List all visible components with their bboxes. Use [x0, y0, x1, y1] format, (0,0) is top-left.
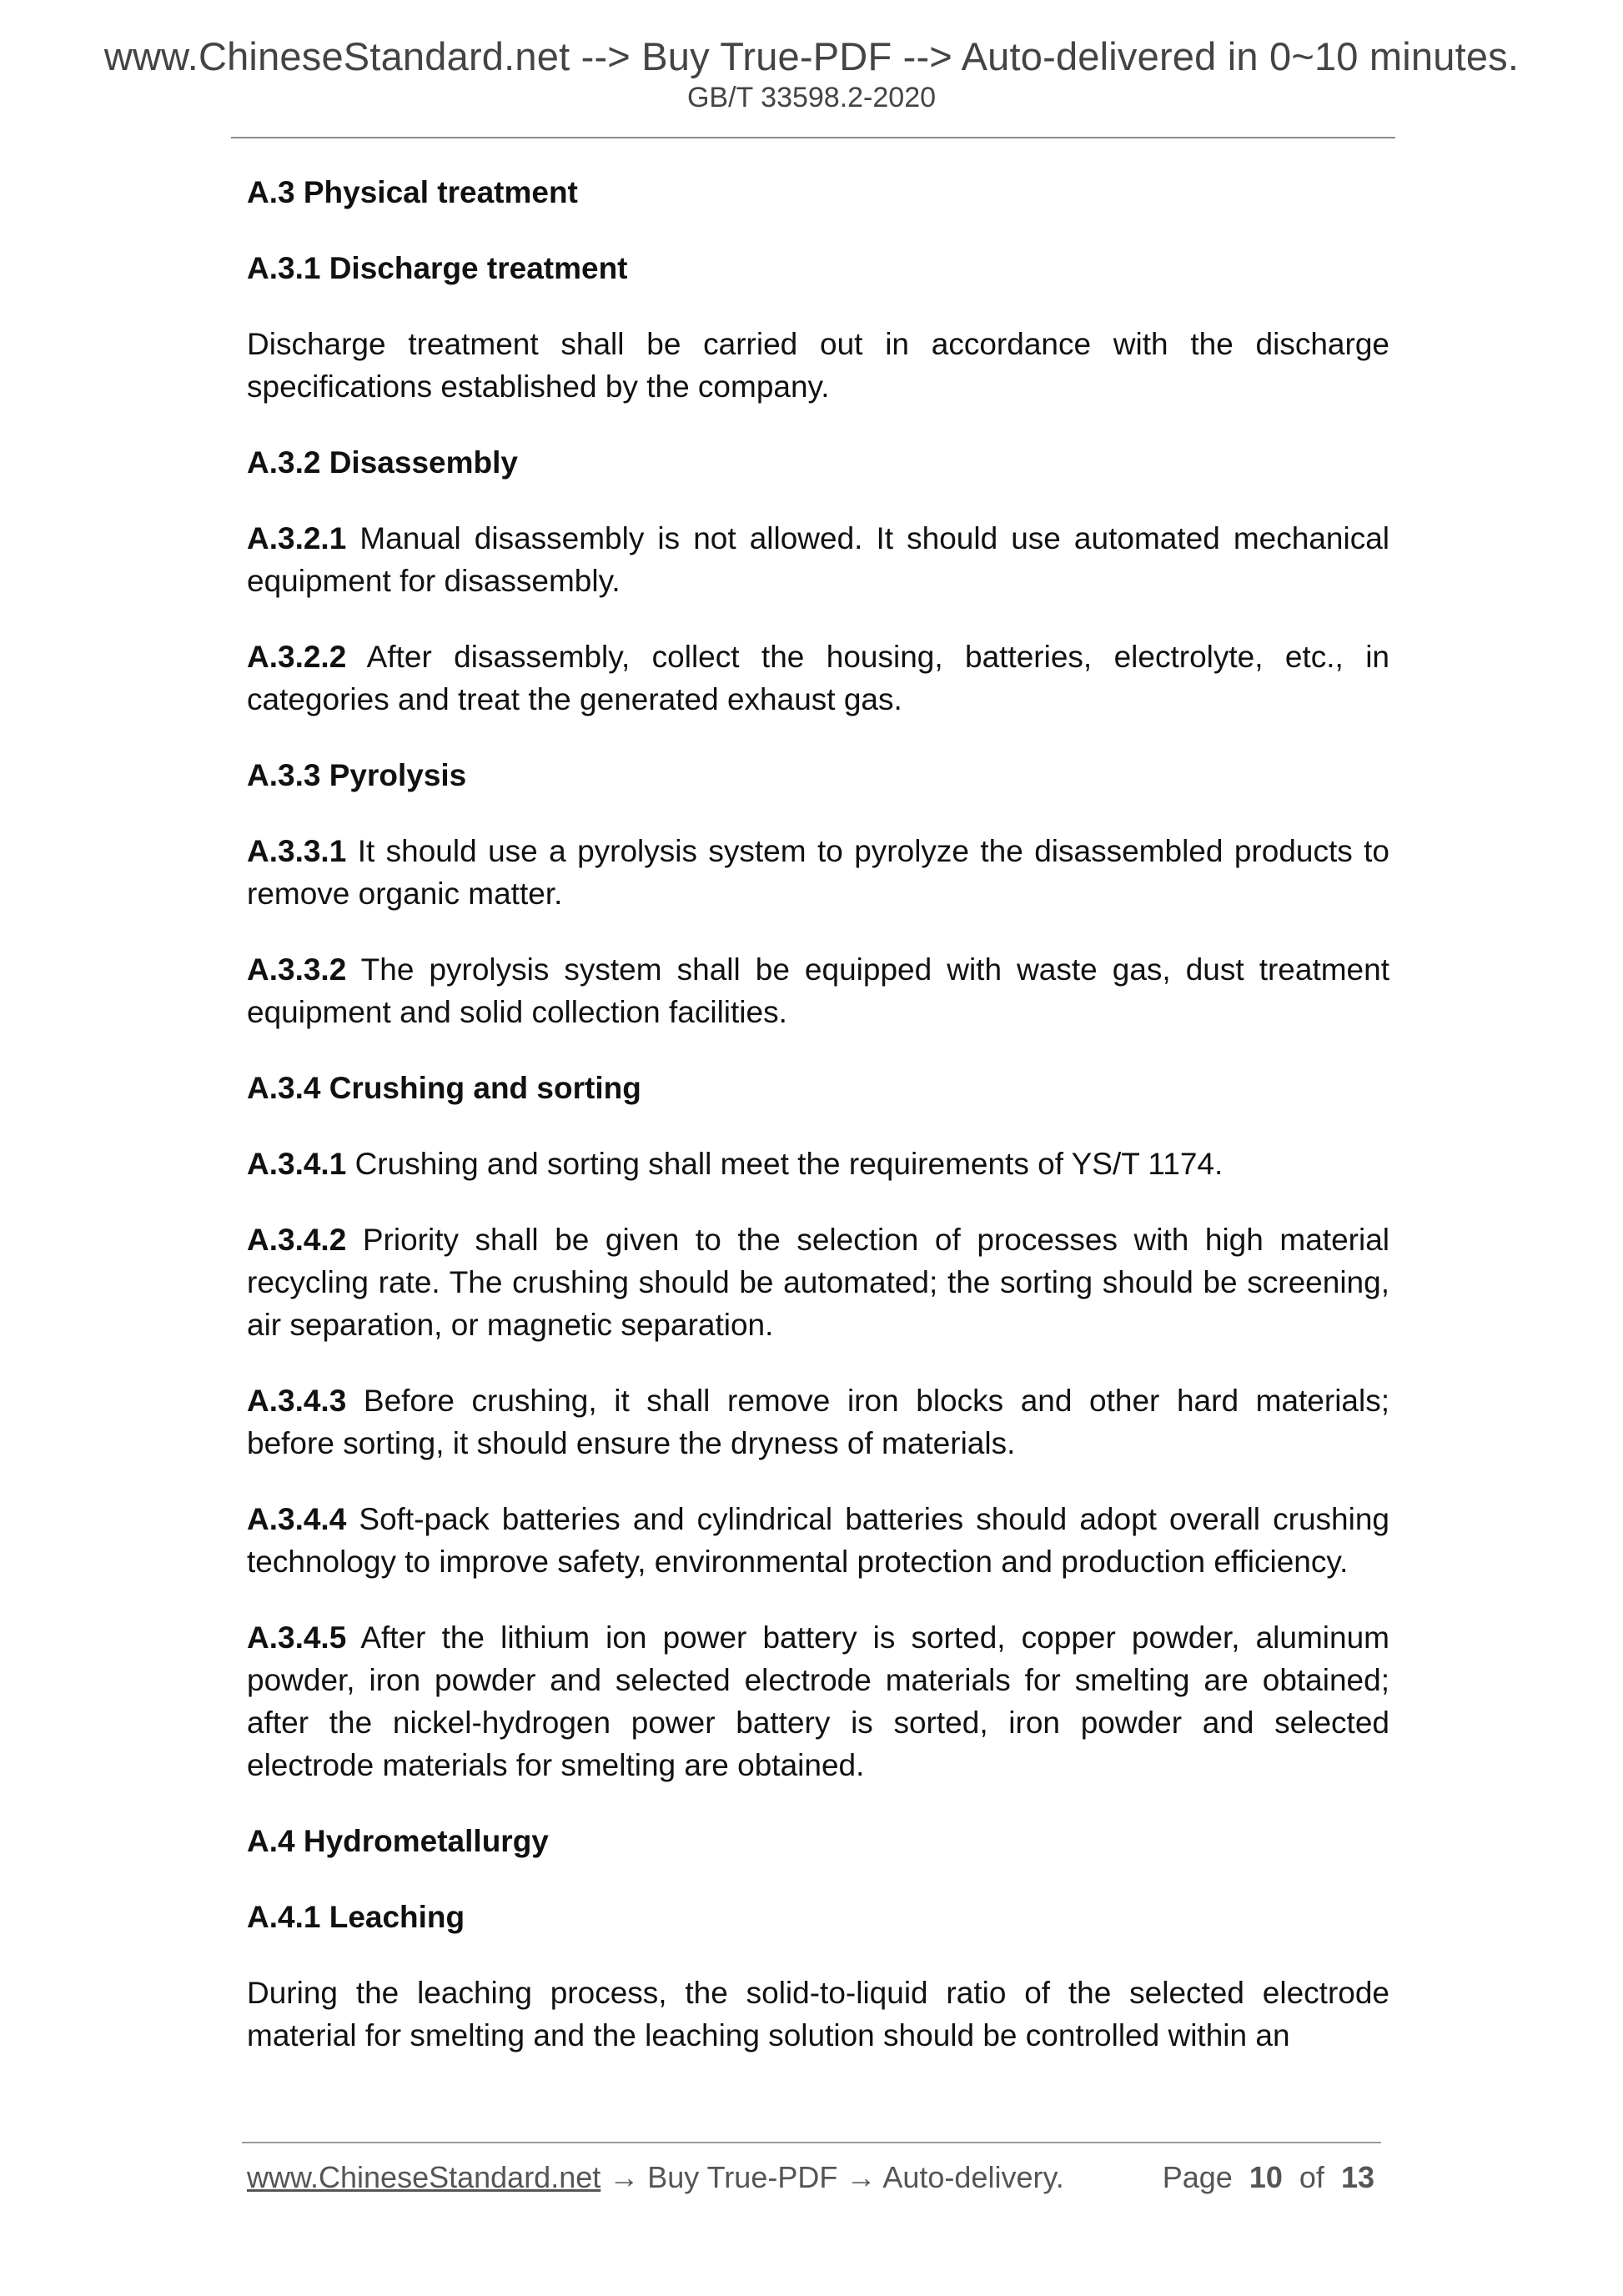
footer-promo [247, 2160, 1064, 2195]
page-total: 13 [1340, 2160, 1374, 2194]
clause-text: Crushing and sorting shall meet the requirements of YS/T 1174. [346, 1147, 1224, 1181]
clause-number: A.3.4.2 [247, 1223, 347, 1257]
paragraph-a41: During the leaching process, the solid-to-liquid ratio of the selected electrode material for smelting and the leaching solution should be controlled within an [247, 1976, 1389, 2052]
paragraph-a343 [247, 1379, 1389, 1465]
clause-number: A.3.2.1 [247, 521, 347, 555]
paragraph-a341 [247, 1143, 1389, 1185]
section-heading-a34: A.3.4 Crushing and sorting [247, 1071, 641, 1105]
section-heading-a31: A.3.1 Discharge treatment [247, 251, 628, 285]
clause-text: The pyrolysis system shall be equipped with waste gas, dust treatment equipment and solid collection facilities. [247, 952, 1389, 1029]
page-indicator [1163, 2160, 1374, 2195]
paragraph-a342 [247, 1218, 1389, 1346]
section-heading-a41: A.4.1 Leaching [247, 1900, 465, 1934]
clause-text: After the lithium ion power battery is sorted, copper powder, aluminum powder, iron powder and selected electrode materials for smelting are obtained; after the nickel-hydrogen power battery is sorted, iron powder and selected electrode materials for smelting are obtained. [247, 1620, 1389, 1782]
header-banner: www.ChineseStandard.net --> Buy True-PDF --> Auto-delivered in 0~10 minutes. [103, 34, 1520, 78]
section-heading-a4: A.4 Hydrometallurgy [247, 1824, 549, 1858]
header-divider [231, 137, 1395, 138]
clause-text: After disassembly, collect the housing, batteries, electrolyte, etc., in categories and treat the generated exhaust gas. [247, 640, 1389, 716]
arrow-right-icon: → [600, 2160, 648, 2194]
clause-number: A.3.3.2 [247, 952, 347, 987]
clause-number: A.3.4.3 [247, 1384, 347, 1418]
clause-text: Before crushing, it shall remove iron blocks and other hard materials; before sorting, it should ensure the dryness of materials. [247, 1384, 1389, 1460]
standard-number: GB/T 33598.2-2020 [686, 82, 937, 113]
clause-number: A.3.4.1 [247, 1147, 347, 1181]
paragraph-a345 [247, 1616, 1389, 1786]
clause-text: Priority shall be given to the selection of processes with high material recycling rate. The crushing should be automated; the sorting should be screening, air separation, or magnetic separation. [247, 1223, 1389, 1342]
paragraph-a321 [247, 517, 1389, 602]
clause-number: A.3.3.1 [247, 834, 347, 868]
paragraph-a322 [247, 636, 1389, 721]
section-heading-a32: A.3.2 Disassembly [247, 445, 518, 480]
clause-number: A.3.4.4 [247, 1502, 347, 1536]
section-heading-a33: A.3.3 Pyrolysis [247, 758, 467, 792]
footer-delivery-text: Auto-delivery. [882, 2160, 1064, 2194]
clause-text: Soft-pack batteries and cylindrical batteries should adopt overall crushing technology to improve safety, environmental protection and production efficiency. [247, 1502, 1389, 1579]
footer-site-link[interactable]: www.ChineseStandard.net [247, 2160, 601, 2194]
clause-text: Manual disassembly is not allowed. It should use automated mechanical equipment for disassembly. [247, 521, 1389, 598]
paragraph-a331 [247, 830, 1389, 915]
clause-number: A.3.2.2 [247, 640, 347, 674]
paragraph-a31: Discharge treatment shall be carried out in accordance with the discharge specifications established by the company. [247, 327, 1389, 404]
clause-number: A.3.4.5 [247, 1620, 347, 1655]
paragraph-a344 [247, 1498, 1389, 1583]
clause-text: It should use a pyrolysis system to pyrolyze the disassembled products to remove organic matter. [247, 834, 1389, 911]
section-heading-a3: A.3 Physical treatment [247, 175, 578, 209]
footer-buy-text: Buy True-PDF [647, 2160, 838, 2194]
of-label: of [1299, 2160, 1324, 2194]
page-label: Page [1162, 2160, 1233, 2194]
arrow-right-icon: → [837, 2160, 883, 2194]
document-body [247, 171, 1389, 2090]
footer-divider [242, 2142, 1381, 2143]
paragraph-a332 [247, 948, 1389, 1033]
page-number: 10 [1249, 2160, 1283, 2194]
